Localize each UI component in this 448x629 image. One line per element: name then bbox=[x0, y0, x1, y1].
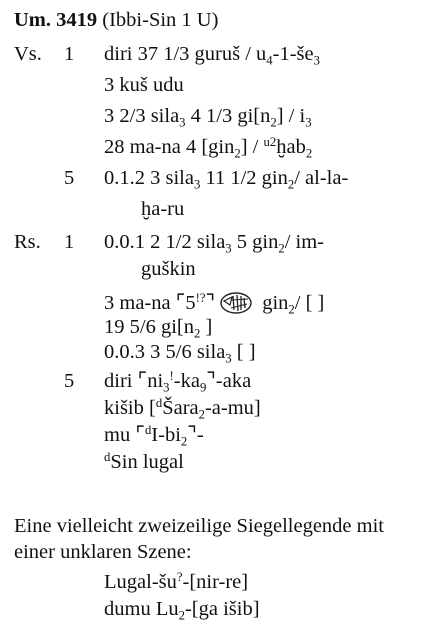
reverse-line-5: 0.0.3 3 5/6 sila$_3$ [ ] bbox=[104, 341, 256, 366]
reverse-line-3: 3 ma-na ⌜5!?⌝ gin$_2$/ [ ] bbox=[104, 291, 325, 317]
reverse-line-4: 19 5/6 $gi[n_2$ ] bbox=[104, 316, 213, 341]
line-number: 5 bbox=[64, 370, 75, 392]
obverse-line-6: ḫa-ru bbox=[141, 198, 185, 220]
obverse-line-5: 0.1.2 3 sila$_3$ 11 1/2 gin$_2$/ al-la- bbox=[104, 167, 349, 192]
reverse-line-8: mu $⌜^dI-bi_2⌝-$ bbox=[104, 423, 204, 449]
obverse-line-3: 3 2/3 sila$_3$ 4 1/3 $gi[n_2] / i_3$ bbox=[104, 105, 312, 130]
obverse-label: Vs. bbox=[14, 43, 42, 65]
obverse-line-2: 3 kuš udu bbox=[104, 74, 184, 96]
cuneiform-sign-icon bbox=[217, 291, 255, 315]
note-line-1: Eine vielleicht zweizeilige Siegellegende mit bbox=[14, 515, 384, 537]
tablet-id: Um. 3419 bbox=[14, 9, 98, 31]
reverse-label: Rs. bbox=[14, 231, 41, 253]
obverse-line-1: diri 37 1/3 guruš / $u_4-1-še_3$ bbox=[104, 43, 320, 68]
tablet-date: (Ibbi-Sin 1 U) bbox=[102, 9, 219, 31]
note-line-2: einer unklaren Szene: bbox=[14, 541, 192, 563]
reverse-line-6: diri $⌜ni_3^!-ka_9⌝$-aka bbox=[104, 369, 252, 395]
seal-legend-line-2: dumu $Lu_2-[ga$ išib] bbox=[104, 598, 260, 623]
reverse-line-7: kišib [$^d$Šara$_2$-a-mu] bbox=[104, 396, 261, 422]
obverse-line-4: 28 ma-na 4 [gin$_2$] / $^{u2}$ḫab$_2$ bbox=[104, 135, 313, 161]
reverse-line-9: $^d$Sin lugal bbox=[104, 450, 184, 473]
reverse-line-2: guškin bbox=[141, 258, 196, 280]
line-number: 1 bbox=[64, 231, 75, 253]
reverse-line-1: 0.0.1 2 1/2 sila$_3$ 5 gin$_2$/ im- bbox=[104, 231, 325, 256]
line-number: 1 bbox=[64, 43, 75, 65]
tablet-heading bbox=[14, 8, 218, 32]
line-number: 5 bbox=[64, 167, 75, 189]
seal-legend-line-1: Lugal-šu?-[nir-re] bbox=[104, 570, 249, 593]
